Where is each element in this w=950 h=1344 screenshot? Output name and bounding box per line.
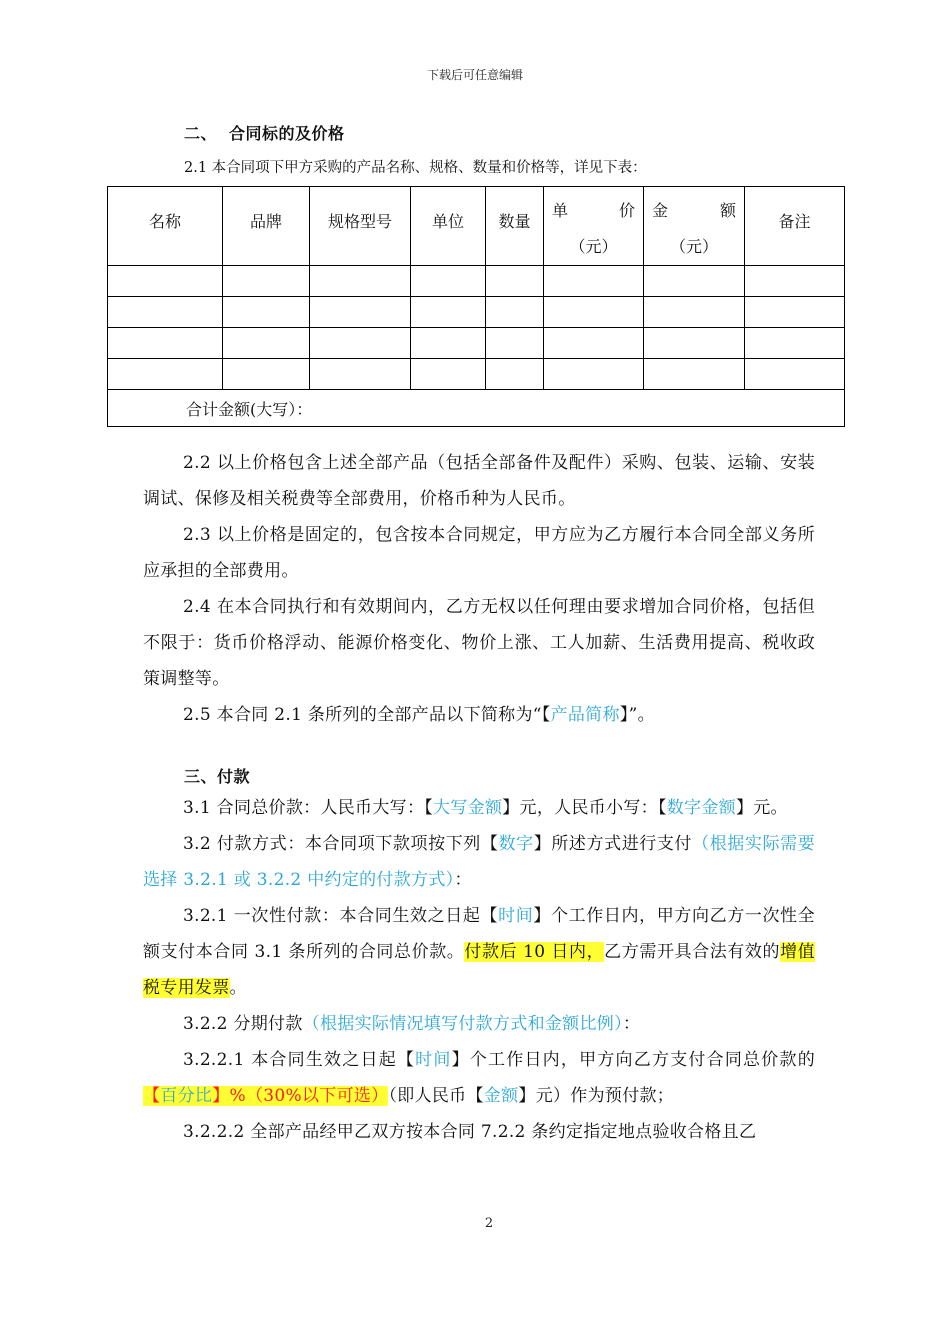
section-2-number: 二、 [184, 124, 218, 143]
section-3-heading [184, 764, 250, 787]
clause-3-2-2: 3.2.2 分期付款（根据实际情况填写付款方式和金额比例）： [183, 1014, 641, 1034]
clause-3-2-2-2: 3.2.2.2 全部产品经甲乙双方按本合同 7.2.2 条约定指定地点验收合格且乙 [183, 1122, 757, 1142]
header-cell-remark: 备注 [745, 187, 845, 266]
clause-3-1: 3.1 合同总价款：人民币大写：【大写金额】元，人民币小写：【数字金额】元。 [183, 798, 788, 818]
highlight-invoice-deadline: 付款后 10 日内， [464, 942, 605, 962]
section-2-title: 合同标的及价格 [229, 124, 345, 143]
placeholder-product-short-name: 产品简称 [550, 705, 620, 725]
highlight-vat-invoice: 增值税专用发票 [143, 942, 815, 998]
total-amount-label: 合计金额(大写）： [108, 390, 845, 427]
clause-2-3: 2.3 以上价格是固定的，包含按本合同规定，甲方应为乙方履行本合同全部义务所应承担的全部费用。 [143, 525, 815, 581]
placeholder-number: 数字 [498, 834, 534, 854]
table-row [108, 359, 845, 390]
clause-2-5: 2.5 本合同 2.1 条所列的全部产品以下简称为“【产品简称】”。 [183, 705, 655, 725]
clause-2-1: 2.1 本合同项下甲方采购的产品名称、规格、数量和价格等，详见下表： [184, 160, 647, 176]
header-cell-model: 规格型号 [310, 187, 411, 266]
table-row [108, 328, 845, 359]
clauses-3 [143, 790, 815, 1150]
clause-2-2: 2.2 以上价格包含上述全部产品（包括全部备件及配件）采购、包装、运输、安装调试、保修及相关税费等全部费用，价格币种为人民币。 [143, 453, 815, 509]
clause-3-2-2-1: 3.2.2.1 本合同生效之日起【时间】个工作日内，甲方向乙方支付合同总价款的【百分比】%（30%以下可选）（即人民币【金额】元）作为预付款； [143, 1050, 816, 1106]
clause-2-4: 2.4 在本合同执行和有效期间内，乙方无权以任何理由要求增加合同价格，包括但不限于：货币价格浮动、能源价格变化、物价上涨、工人加薪、生活费用提高、税收政策调整等。 [143, 597, 815, 689]
page-header: 下载后可任意编辑 [426, 68, 523, 82]
placeholder-amount: 金额 [483, 1086, 519, 1106]
section-3-number: 三、 [184, 767, 218, 786]
table-row [108, 297, 845, 328]
note-installment: （根据实际情况填写付款方式和金额比例） [302, 1014, 623, 1034]
header-cell-unit: 单位 [411, 187, 486, 266]
table-row [108, 266, 845, 297]
section-3-title: 付款 [217, 767, 251, 786]
placeholder-percentage: 百分比 [160, 1086, 213, 1106]
placeholder-time: 时间 [498, 906, 534, 926]
product-spec-table [107, 186, 845, 427]
page-number: 2 [484, 1216, 494, 1231]
placeholder-amount-digits: 数字金额 [666, 798, 736, 818]
clause-3-2: 3.2 付款方式：本合同项下款项按下列【数字】所述方式进行支付（根据实际需要选择 3.2.1 或 3.2.2 中约定的付款方式）： [143, 834, 815, 890]
header-cell-unit-price: 单 价 （元） [544, 187, 644, 266]
clauses-2-2-to-2-5 [143, 445, 815, 733]
section-2-heading [184, 121, 345, 144]
clause-3-2-1: 3.2.1 一次性付款：本合同生效之日起【时间】个工作日内，甲方向乙方一次性全额支付本合同 3.1 条所列的合同总价款。付款后 10 日内，乙方需开具合法有效的增值税专用发票。 [143, 906, 815, 998]
highlight-optional-note: （30%以下可选） [245, 1086, 389, 1106]
note-payment-choice: （根据实际需要选择 3.2.1 或 3.2.2 中约定的付款方式） [143, 834, 815, 890]
placeholder-amount-words: 大写金额 [433, 798, 503, 818]
header-cell-amount: 金 额 （元） [644, 187, 745, 266]
header-cell-brand: 品牌 [223, 187, 310, 266]
table-total-row [108, 390, 845, 427]
header-cell-name: 名称 [108, 187, 223, 266]
header-cell-quantity: 数量 [486, 187, 544, 266]
placeholder-time: 时间 [415, 1050, 452, 1070]
table-header-row [108, 187, 845, 266]
